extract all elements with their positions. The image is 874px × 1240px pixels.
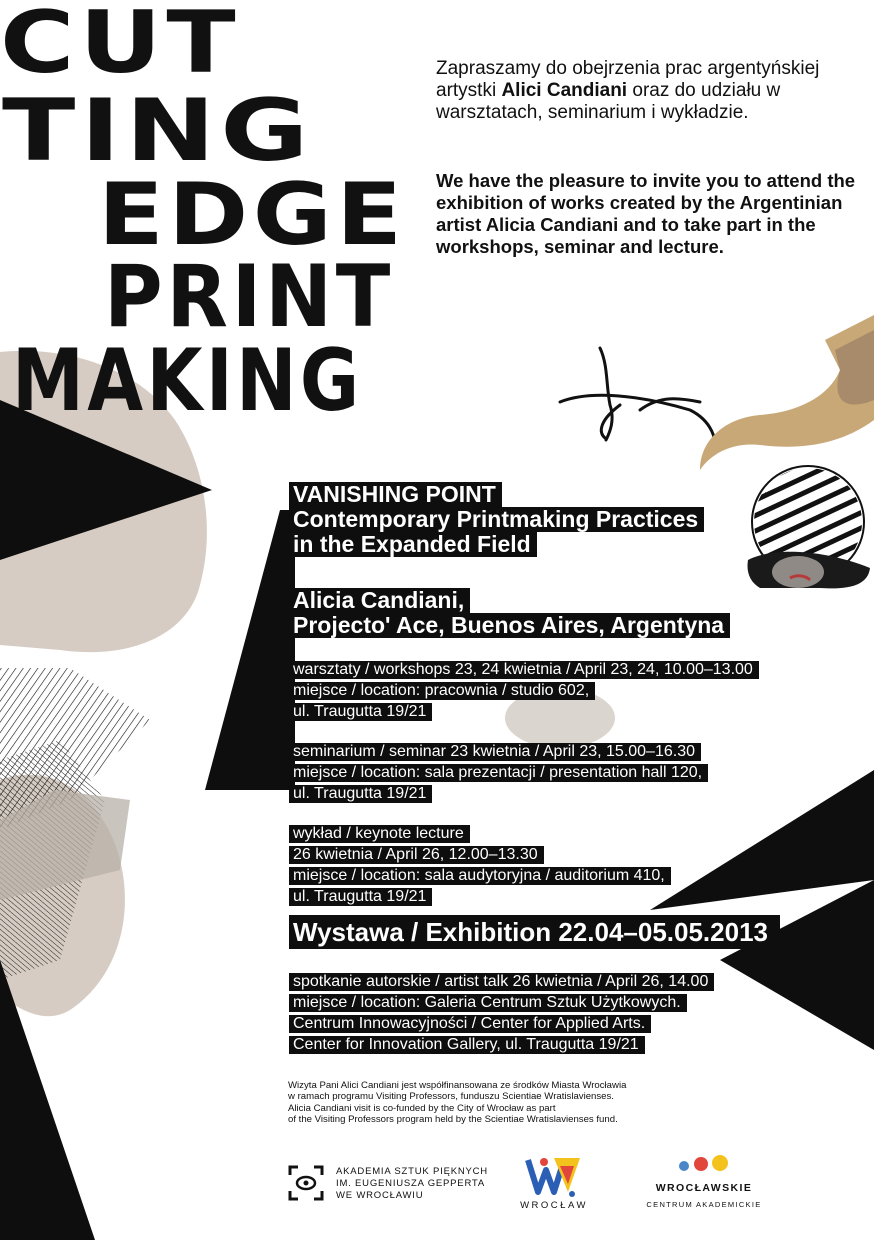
asp-logo-icon [286, 1163, 326, 1203]
funding-line-3: Alicia Candiani visit is co-funded by the City of Wrocław as part [288, 1102, 556, 1114]
wroclaw-logo-caption: WROCŁAW [520, 1200, 588, 1211]
lecture-line-4: ul. Traugutta 19/21 [289, 888, 432, 906]
black-wedge-right [650, 770, 874, 910]
funding-line-4: of the Visiting Professors program held by the Scientiae Wratislavienses fund. [288, 1114, 618, 1126]
intro-polish: Zapraszamy do obejrzenia prac argentyńskiej artystki Alici Candiani oraz do udziału w warsztatach, seminarium i wykładzie. [436, 58, 820, 123]
workshops-line-2: miejsce / location: pracownia / studio 602, [289, 682, 595, 700]
wca-logo-title: WROCŁAWSKIE [655, 1182, 753, 1194]
headline-line-1: VANISHING POINT [289, 482, 502, 507]
title-line-1: CUT [0, 0, 241, 93]
funding-line-1: Wizyta Pani Alici Candiani jest współfinansowana ze środków Miasta Wrocławia [288, 1080, 627, 1091]
black-wedge-center [205, 510, 295, 790]
artist-talk-line-3: Centrum Innowacyjności / Center for Applied Arts. [289, 1015, 651, 1033]
workshops-line-1: warsztaty / workshops 23, 24 kwietnia / April 23, 24, 10.00–13.00 [289, 661, 759, 679]
seminar-line-1: seminarium / seminar 23 kwietnia / April 23, 15.00–16.30 [289, 743, 701, 761]
ink-lines [560, 348, 715, 455]
wca-dots-icon [674, 1154, 734, 1174]
black-triangle-bottom-right [720, 880, 874, 1050]
title-line-5: MAKING [12, 331, 363, 431]
headline-line-2: Contemporary Printmaking Practices [289, 507, 704, 532]
asp-logo-text: AKADEMIA SZTUK PIĘKNYCH IM. EUGENIUSZA GEPPERTA WE WROCŁAWIU [336, 1166, 488, 1201]
wroclaw-logo-icon [524, 1152, 584, 1198]
artist-talk-line-1: spotkanie autorskie / artist talk 26 kwietnia / April 26, 14.00 [289, 973, 714, 991]
lecture-line-1: wykład / keynote lecture [289, 825, 470, 843]
title-line-3: EDGE [98, 165, 407, 265]
artist-talk-line-4: Center for Innovation Gallery, ul. Traugutta 19/21 [289, 1036, 645, 1054]
artist-line-2: Projecto' Ace, Buenos Aires, Argentyna [289, 613, 730, 638]
funding-note [288, 1080, 688, 1126]
funding-line-2: w ramach programu Visiting Professors, funduszu Scientiae Wratislavienses. [288, 1091, 614, 1103]
seminar-line-2: miejsce / location: sala prezentacji / presentation hall 120, [289, 764, 708, 782]
intro-english: We have the pleasure to invite you to attend the exhibition of works created by the Argentinian artist Alicia Candiani and to take part in the workshops, seminar and lecture. [436, 170, 856, 257]
seminar-line-3: ul. Traugutta 19/21 [289, 785, 432, 803]
artist-line-1: Alicia Candiani, [289, 588, 470, 613]
lecture-line-3: miejsce / location: sala audytoryjna / auditorium 410, [289, 867, 671, 885]
wca-logo-subtitle: CENTRUM AKADEMICKIE [646, 1200, 762, 1209]
title-line-2: TING [2, 81, 314, 181]
headline-line-3: in the Expanded Field [289, 532, 537, 557]
artist-talk-line-2: miejsce / location: Galeria Centrum Sztuk Użytkowych. [289, 994, 687, 1012]
title-line-4: PRINT [104, 247, 395, 347]
workshops-line-3: ul. Traugutta 19/21 [289, 703, 432, 721]
lecture-line-2: 26 kwietnia / April 26, 12.00–13.30 [289, 846, 544, 864]
exhibition-line: Wystawa / Exhibition 22.04–05.05.2013 [289, 915, 780, 949]
